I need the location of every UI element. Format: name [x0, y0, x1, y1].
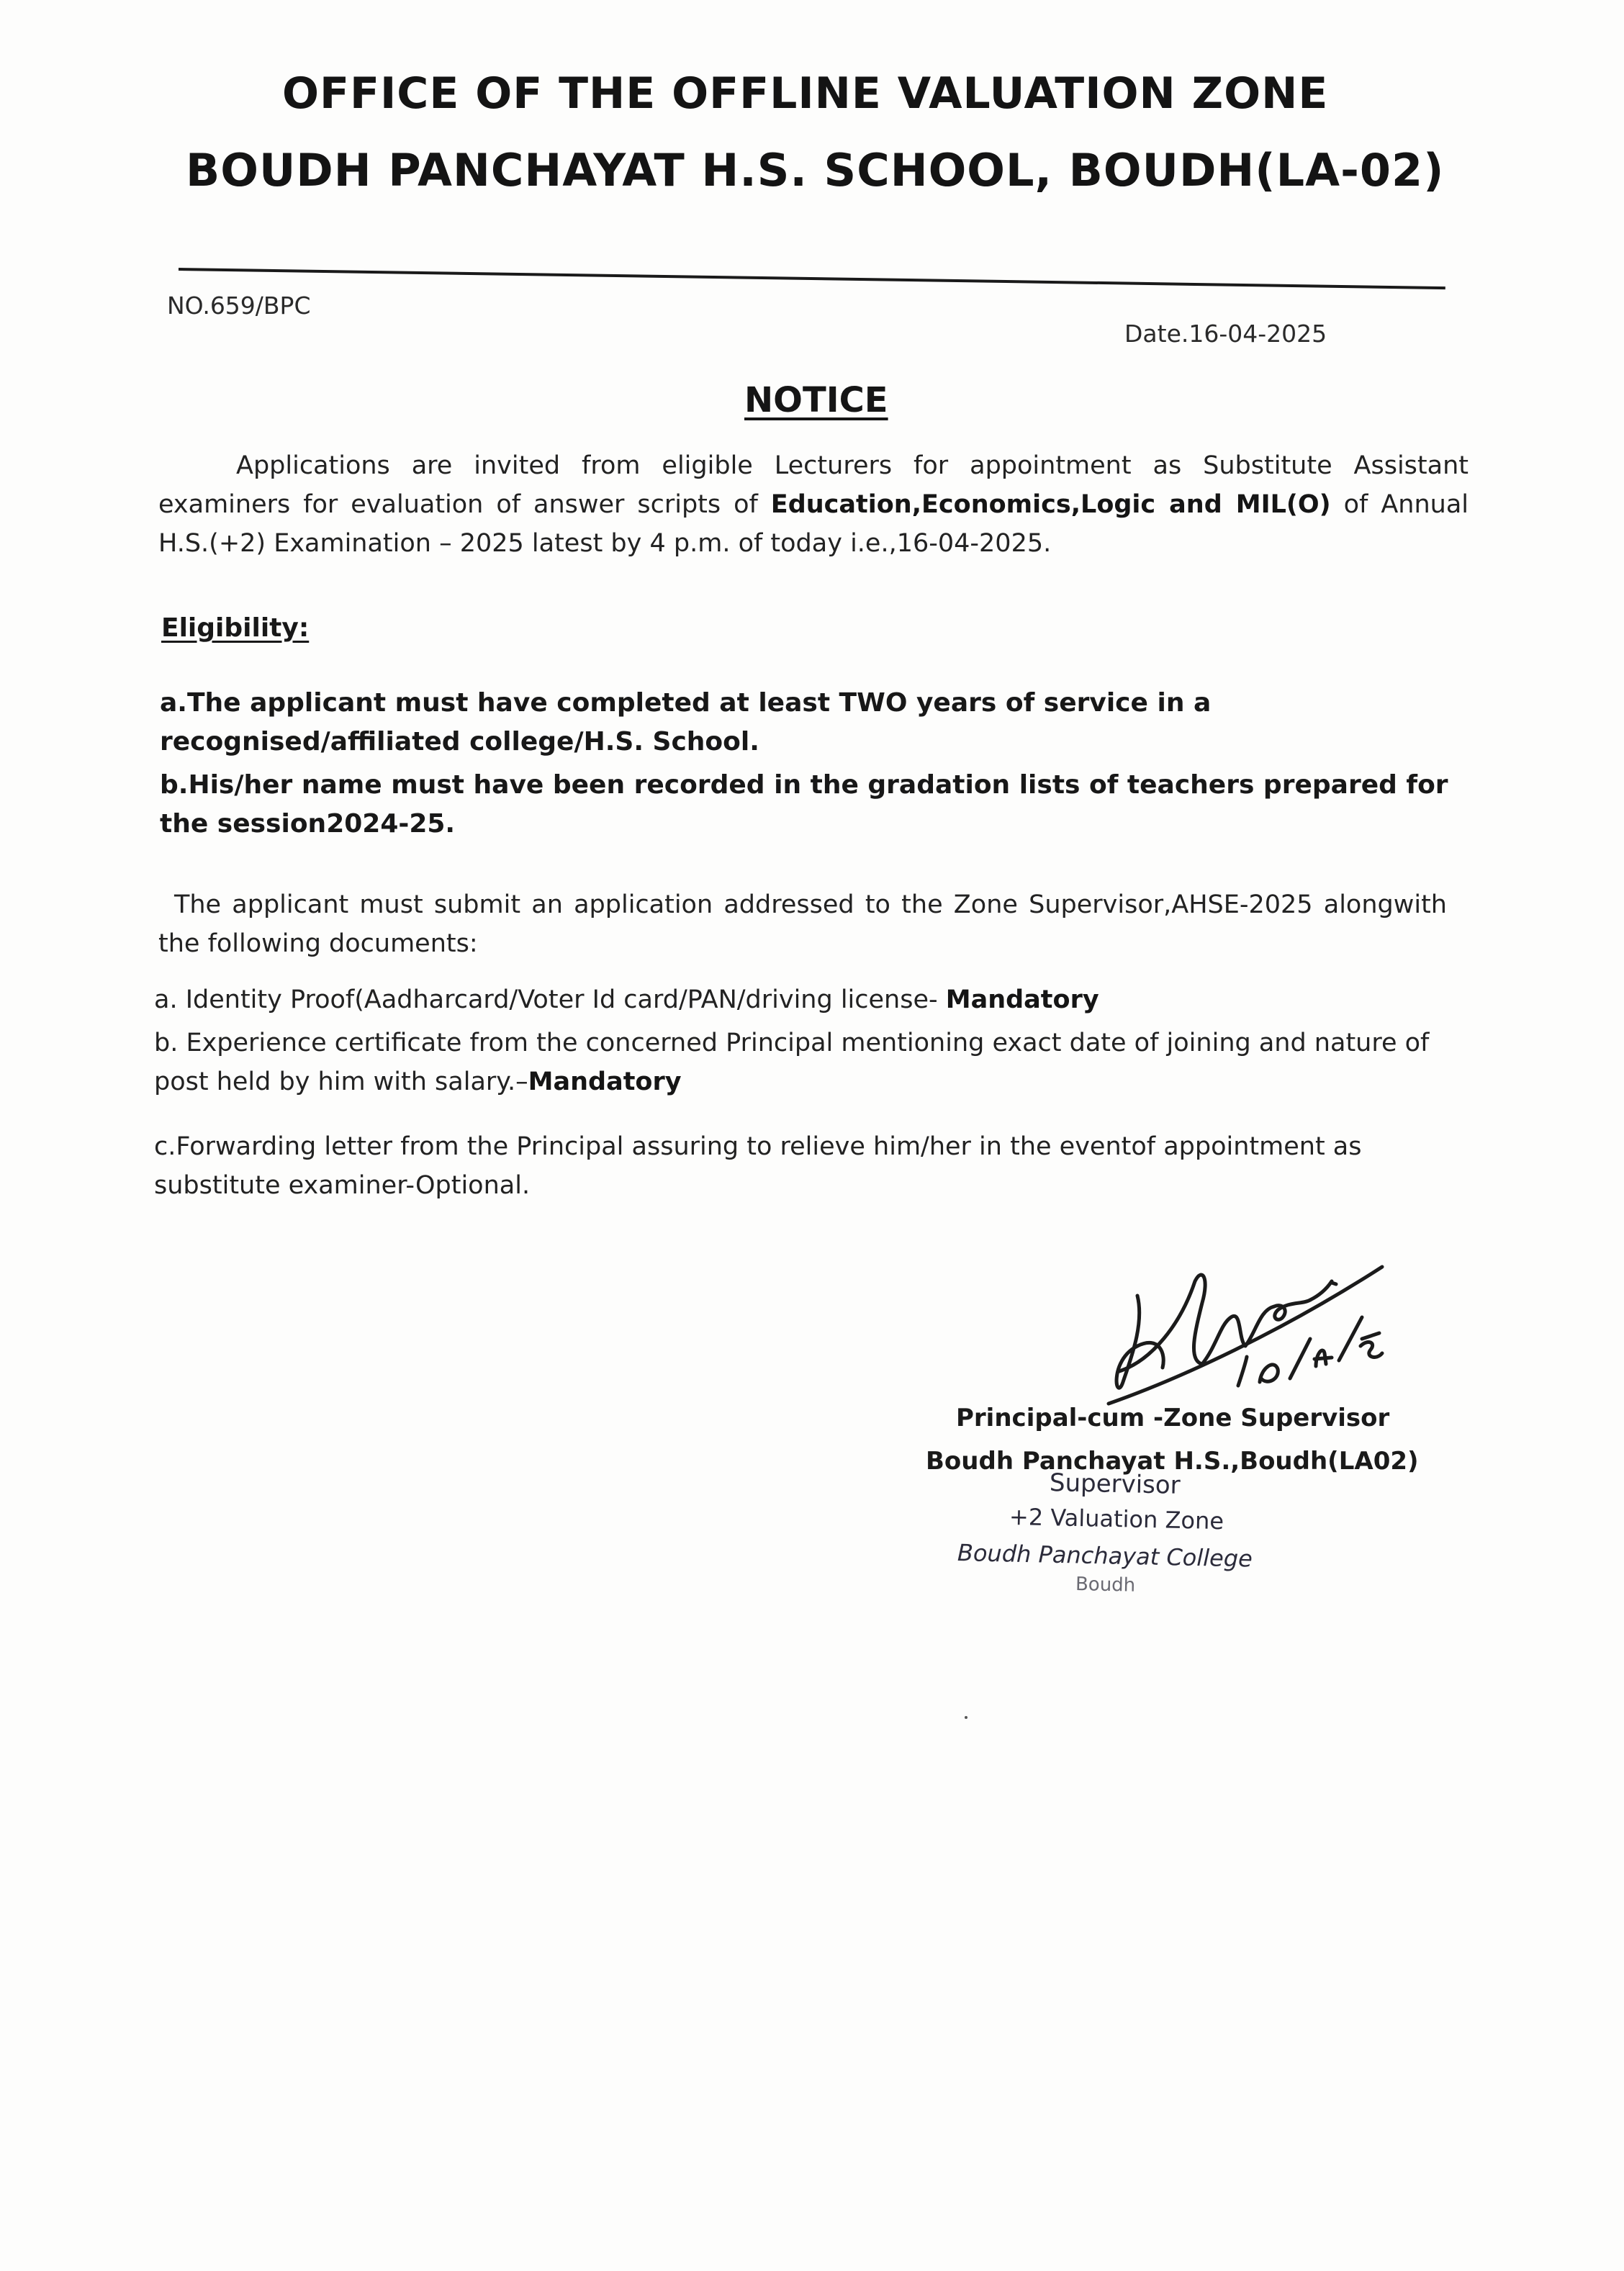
document-item-c: [154, 1127, 1464, 1205]
document-status: Mandatory: [528, 1067, 682, 1096]
eligibility-heading: Eligibility:: [161, 613, 310, 643]
intro-text-1: Applications are invited from eligible Lecturers for appointment as Substitute Assistant examiners for evaluation of answer scripts of: [158, 451, 1469, 519]
scan-speck: [965, 1716, 967, 1719]
document-text: c.Forwarding letter from the Principal assuring to relieve him/her in the eventof appointment as substitute examiner-Optional.: [154, 1132, 1362, 1200]
document-text: b. Experience certificate from the concerned Principal mentioning exact date of joining and nature of post held by him with salary.–: [154, 1029, 1430, 1096]
stamp-line-place: Boudh: [1075, 1574, 1136, 1597]
stamp-line-zone: +2 Valuation Zone: [1009, 1503, 1224, 1535]
document-item-b: [154, 1024, 1464, 1101]
handwritten-signature: [1094, 1238, 1397, 1418]
stamp-line-college: Boudh Panchayat College: [957, 1539, 1253, 1573]
stamp-line-supervisor: Supervisor: [1049, 1468, 1181, 1500]
intro-paragraph: [158, 446, 1469, 563]
subjects-list: Education,Economics,Logic and MIL(O): [770, 490, 1331, 519]
office-heading: OFFICE OF THE OFFLINE VALUATION ZONE: [282, 68, 1329, 119]
signatory-office: Boudh Panchayat H.S.,Boudh(LA02): [926, 1447, 1419, 1476]
document-status: Mandatory: [945, 985, 1099, 1014]
school-heading: BOUDH PANCHAYAT H.S. SCHOOL, BOUDH(LA-02): [186, 144, 1445, 197]
header-divider: [179, 268, 1445, 289]
notice-date: Date.16-04-2025: [1124, 320, 1327, 348]
document-item-a: [154, 980, 1464, 1019]
eligibility-criterion-b: b.His/her name must have been recorded in the gradation lists of teachers prepared for the session2024-25.: [160, 770, 1448, 839]
notice-title: NOTICE: [744, 380, 888, 420]
document-text: a. Identity Proof(Aadharcard/Voter Id card/PAN/driving license-: [154, 985, 946, 1014]
intro-text-2: of Annual H.S.(+2) Examination – 2025 latest by 4 p.m. of today i.e.,16-04-2025.: [158, 490, 1469, 558]
submission-paragraph: The applicant must submit an application addressed to the Zone Supervisor,AHSE-2025 alongwith the following documents:: [158, 890, 1447, 958]
signatory-title: Principal-cum -Zone Supervisor: [956, 1404, 1390, 1432]
reference-number: NO.659/BPC: [167, 292, 311, 320]
eligibility-criterion-a: a.The applicant must have completed at least TWO years of service in a recognised/affiliated college/H.S. School.: [160, 688, 1212, 757]
